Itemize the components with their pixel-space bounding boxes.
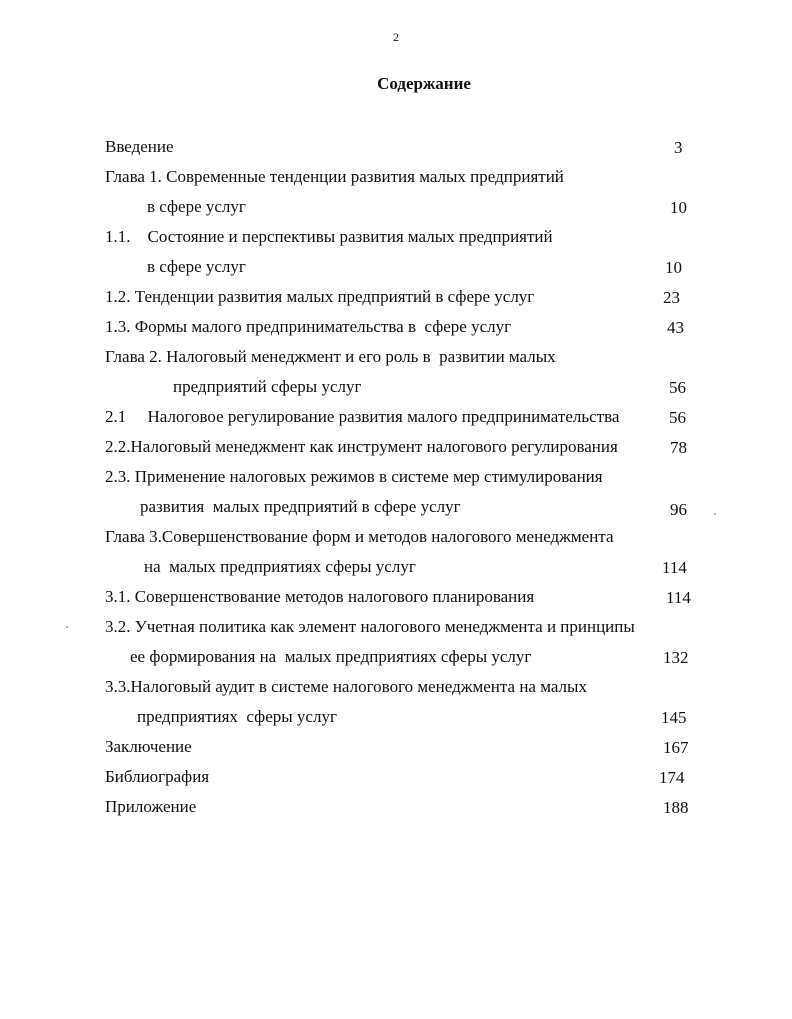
toc-entry-page: 114 (666, 588, 691, 607)
toc-entry-text: Глава 1. Современные тенденции развития малых предприятий (105, 167, 564, 186)
toc-entry-text: предприятиях сферы услуг (137, 707, 337, 726)
toc-entry-text: 1.3. Формы малого предпринимательства в сфере услуг (105, 317, 512, 336)
toc-entry-text: Глава 3.Совершенствование форм и методов налогового менеджмента (105, 527, 614, 546)
toc-entry-page: 167 (663, 738, 689, 757)
toc-entry-text: 1.1. Состояние и перспективы развития малых предприятий (105, 227, 553, 246)
toc-entry-page: 56 (669, 378, 686, 397)
toc-entry-page: 23 (663, 288, 680, 307)
toc-entry-text: в сфере услуг (147, 257, 246, 276)
toc-entry-text: Глава 2. Налоговый менеджмент и его роль в развитии малых (105, 347, 556, 366)
scan-speck (66, 626, 68, 628)
toc-entry-text: 3.1. Совершенствование методов налогового планирования (105, 587, 535, 606)
toc-entry-text: Заключение (105, 737, 192, 756)
toc-entry-page: 43 (667, 318, 684, 337)
toc-entry-page: 10 (670, 198, 687, 217)
toc-entry-text: 2.3. Применение налоговых режимов в системе мер стимулирования (105, 467, 603, 486)
toc-entry-page: 10 (665, 258, 682, 277)
toc-entry-text: 2.1 Налоговое регулирование развития малого предпринимательства (105, 407, 620, 426)
toc-entry-text: 1.2. Тенденции развития малых предприятий в сфере услуг (105, 287, 535, 306)
toc-entry-text: 3.2. Учетная политика как элемент налогового менеджмента и принципы (105, 617, 635, 636)
toc-entry-text: на малых предприятиях сферы услуг (144, 557, 416, 576)
toc-entry-text: развития малых предприятий в сфере услуг (140, 497, 461, 516)
toc-entry-text: предприятий сферы услуг (173, 377, 362, 396)
scan-speck (714, 513, 716, 515)
page-title: Содержание (377, 74, 471, 93)
toc-entry-page: 132 (663, 648, 689, 667)
toc-entry-page: 3 (674, 138, 683, 157)
toc-entry-text: Приложение (105, 797, 197, 816)
toc-entry-page: 96 (670, 500, 687, 519)
toc-entry-page: 188 (663, 798, 689, 817)
toc-entry-text: ее формирования на малых предприятиях сферы услуг (130, 647, 532, 666)
toc-entry-page: 114 (662, 558, 687, 577)
toc-entry-page: 174 (659, 768, 685, 787)
toc-entry-text: 2.2.Налоговый менеджмент как инструмент налогового регулирования (105, 437, 618, 456)
page-number: 2 (393, 30, 399, 44)
toc-entry-text: Введение (105, 137, 174, 156)
toc-entry-text: в сфере услуг (147, 197, 246, 216)
toc-entry-page: 145 (661, 708, 687, 727)
toc-entry-text: Библиография (105, 767, 210, 786)
toc-entry-page: 56 (669, 408, 686, 427)
toc-entry-page: 78 (670, 438, 687, 457)
toc-entry-text: 3.3.Налоговый аудит в системе налогового менеджмента на малых (105, 677, 587, 696)
